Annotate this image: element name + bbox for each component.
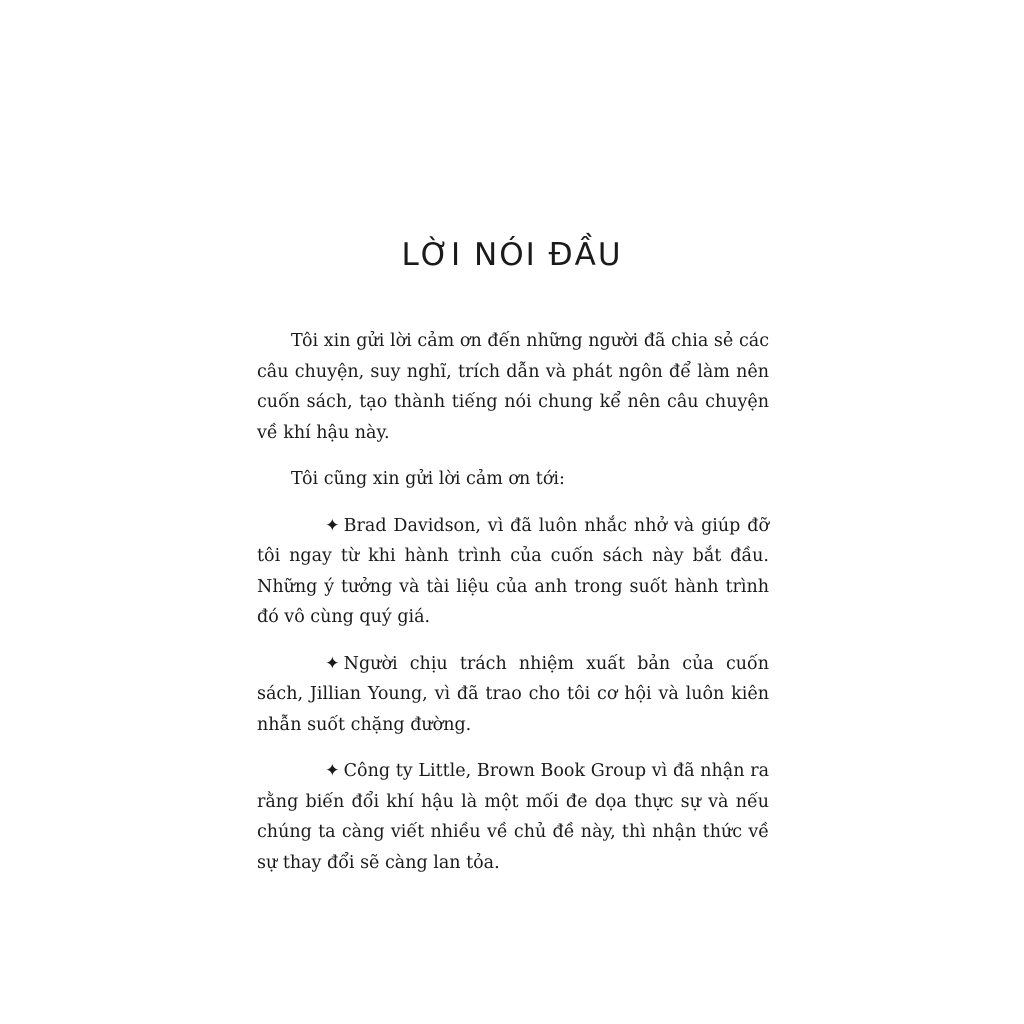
acknowledgement-item	[257, 511, 769, 633]
thanks-intro-paragraph: Tôi cũng xin gửi lời cảm ơn tới:	[291, 469, 565, 489]
page-body	[257, 326, 769, 894]
acknowledgement-item	[257, 649, 769, 741]
acknowledgement-text: Người chịu trách nhiệm xuất bản của cuốn sách, Jillian Young, vì đã trao cho tôi cơ hội và luôn kiên nhẫn suốt chặng đường.	[257, 653, 769, 735]
acknowledgement-text: Brad Davidson, vì đã luôn nhắc nhở và giúp đỡ tôi ngay từ khi hành trình của cuốn sách này bắt đầu. Những ý tưởng và tài liệu của anh trong suốt hành trình đó vô cùng quý giá.	[257, 515, 769, 627]
acknowledgement-item	[257, 756, 769, 878]
star-bullet-icon: ✦	[325, 515, 340, 536]
acknowledgement-text: Công ty Little, Brown Book Group vì đã nhận ra rằng biến đổi khí hậu là một mối đe dọa thực sự và nếu chúng ta càng viết nhiều về chủ đề này, thì nhận thức về sự thay đổi sẽ càng lan tỏa.	[257, 761, 769, 873]
page-title: LỜI NÓI ĐẦU	[401, 237, 623, 273]
star-bullet-icon: ✦	[325, 761, 340, 781]
star-bullet-icon: ✦	[325, 653, 340, 674]
intro-paragraph: Tôi xin gửi lời cảm ơn đến những người đã chia sẻ các câu chuyện, suy nghĩ, trích dẫn và phát ngôn để làm nên cuốn sách, tạo thành tiếng nói chung kể nên câu chuyện về khí hậu này.	[257, 331, 769, 443]
